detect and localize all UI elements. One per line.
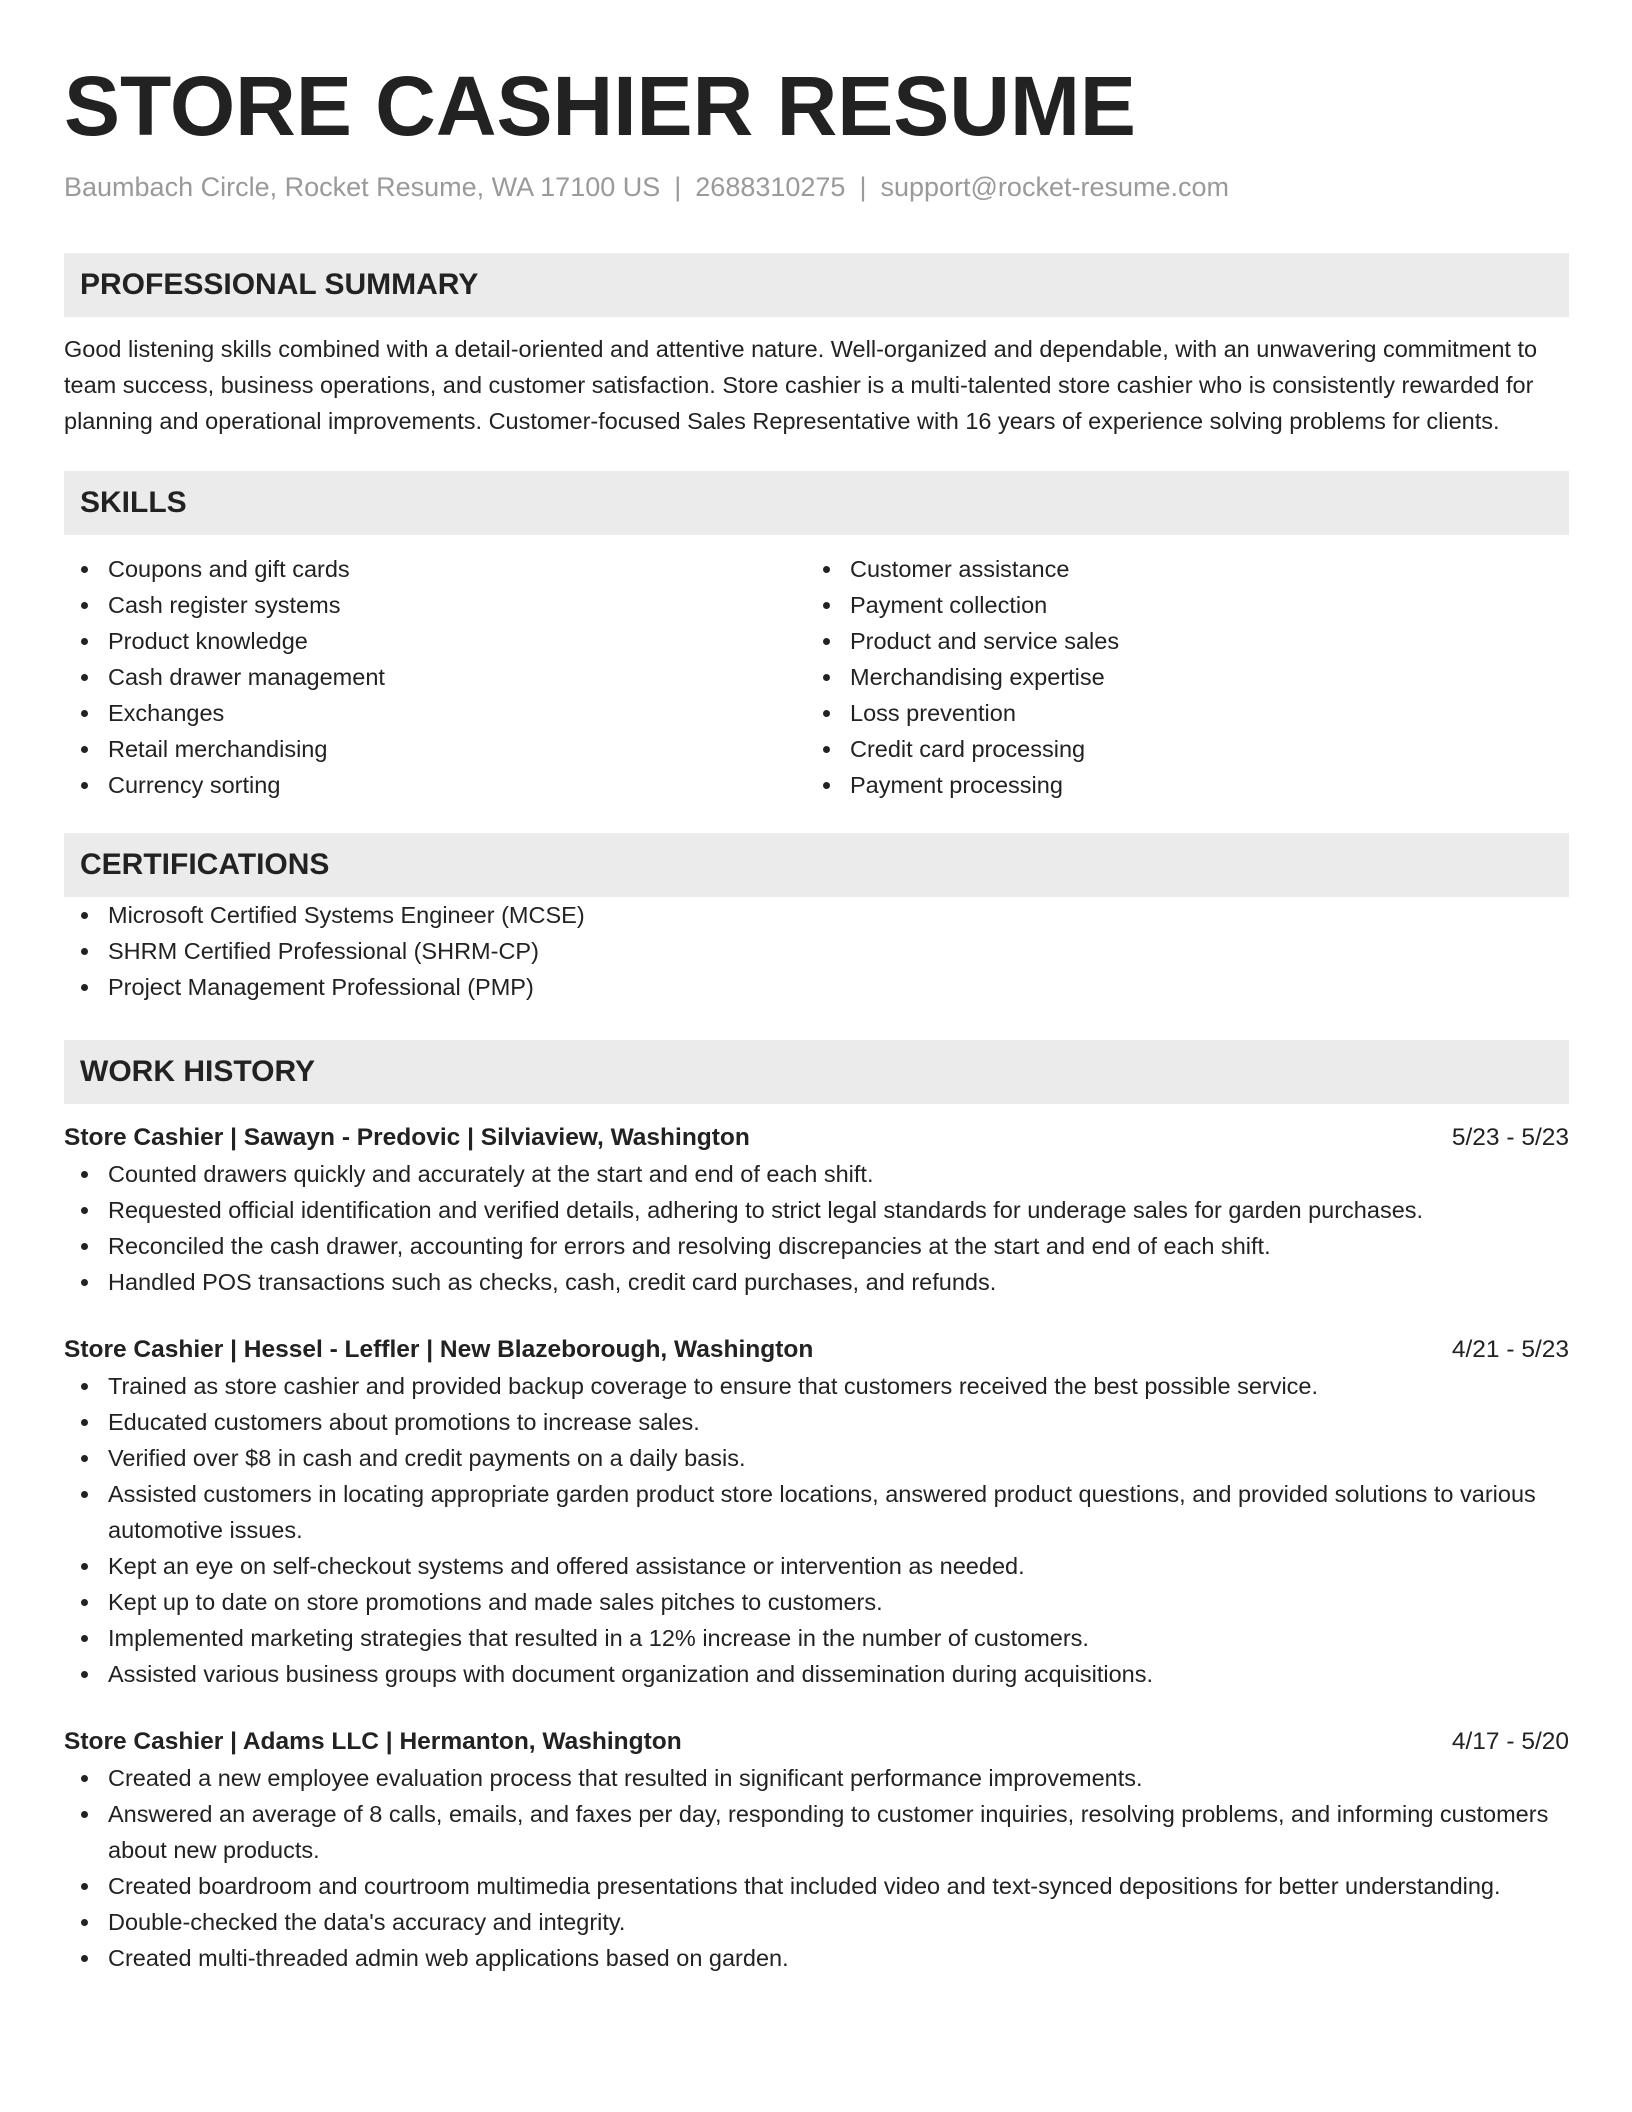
job-entry bbox=[64, 1724, 1569, 1976]
skills-right-column bbox=[806, 551, 1548, 803]
job-dates: 4/17 - 5/20 bbox=[1451, 1728, 1569, 1755]
job-bullet: Created a new employee evaluation process that resulted in significant performance improvements. bbox=[64, 1760, 1569, 1796]
skills-left-column bbox=[64, 551, 806, 803]
job-bullet: Handled POS transactions such as checks, cash, credit card purchases, and refunds. bbox=[64, 1264, 1569, 1300]
certification-item: SHRM Certified Professional (SHRM-CP) bbox=[64, 933, 1569, 969]
contact-separator: | bbox=[674, 172, 682, 202]
job-bullet: Implemented marketing strategies that resulted in a 12% increase in the number of customers. bbox=[64, 1620, 1569, 1656]
job-bullet: Verified over $8 in cash and credit payments on a daily basis. bbox=[64, 1440, 1569, 1476]
contact-separator: | bbox=[859, 172, 867, 202]
skill-item: Exchanges bbox=[64, 695, 806, 731]
job-dates: 5/23 - 5/23 bbox=[1451, 1124, 1569, 1151]
skills-columns bbox=[64, 551, 1569, 803]
skills-section-header: SKILLS bbox=[64, 471, 1569, 535]
work-history-section-header: WORK HISTORY bbox=[64, 1040, 1569, 1104]
skill-item: Currency sorting bbox=[64, 767, 806, 803]
certification-item: Microsoft Certified Systems Engineer (MCSE) bbox=[64, 897, 1569, 933]
contact-phone: 2688310275 bbox=[695, 172, 846, 202]
skills-right-list bbox=[806, 551, 1548, 803]
job-bullet: Assisted various business groups with document organization and dissemination during acquisitions. bbox=[64, 1656, 1569, 1692]
skill-item: Payment collection bbox=[806, 587, 1548, 623]
resume-page bbox=[64, 58, 1569, 1976]
contact-email: support@rocket-resume.com bbox=[880, 172, 1229, 202]
job-bullet: Created multi-threaded admin web applications based on garden. bbox=[64, 1940, 1569, 1976]
job-bullet: Reconciled the cash drawer, accounting for errors and resolving discrepancies at the start and end of each shift. bbox=[64, 1228, 1569, 1264]
job-dates: 4/21 - 5/23 bbox=[1451, 1336, 1569, 1363]
job-bullet: Answered an average of 8 calls, emails, and faxes per day, responding to customer inquiries, resolving problems, and informing customers about new products. bbox=[64, 1796, 1569, 1868]
summary-text: Good listening skills combined with a detail-oriented and attentive nature. Well-organized and dependable, with an unwavering commitment to team success, business operations, and customer satisfaction. Store cashier is a multi-talented store cashier who is consistently rewarded for planning and operational improvements. Customer-focused Sales Representative with 16 years of experience solving problems for clients. bbox=[64, 336, 1538, 434]
skill-item: Merchandising expertise bbox=[806, 659, 1548, 695]
contact-line bbox=[64, 170, 1569, 204]
certification-item: Project Management Professional (PMP) bbox=[64, 969, 1569, 1005]
skill-item: Payment processing bbox=[806, 767, 1548, 803]
job-entry bbox=[64, 1332, 1569, 1692]
contact-address: Baumbach Circle, Rocket Resume, WA 17100 US bbox=[64, 172, 661, 202]
job-bullet-list bbox=[64, 1156, 1569, 1300]
skill-item: Coupons and gift cards bbox=[64, 551, 806, 587]
skill-item: Cash drawer management bbox=[64, 659, 806, 695]
job-bullet: Counted drawers quickly and accurately at the start and end of each shift. bbox=[64, 1156, 1569, 1192]
job-bullet: Trained as store cashier and provided backup coverage to ensure that customers received the best possible service. bbox=[64, 1368, 1569, 1404]
job-heading: Store Cashier | Sawayn - Predovic | Silviaview, Washington bbox=[64, 1124, 750, 1151]
summary-section-header: PROFESSIONAL SUMMARY bbox=[64, 253, 1569, 317]
job-heading: Store Cashier | Hessel - Leffler | New Blazeborough, Washington bbox=[64, 1336, 814, 1363]
job-bullet-list bbox=[64, 1368, 1569, 1692]
job-heading: Store Cashier | Adams LLC | Hermanton, Washington bbox=[64, 1728, 682, 1755]
skill-item: Product knowledge bbox=[64, 623, 806, 659]
job-heading-row bbox=[64, 1120, 1569, 1156]
job-heading-row bbox=[64, 1332, 1569, 1368]
job-bullet: Kept up to date on store promotions and made sales pitches to customers. bbox=[64, 1584, 1569, 1620]
job-bullet: Requested official identification and verified details, adhering to strict legal standards for underage sales for garden purchases. bbox=[64, 1192, 1569, 1228]
certifications-section-header: CERTIFICATIONS bbox=[64, 833, 1569, 897]
skill-item: Cash register systems bbox=[64, 587, 806, 623]
skills-left-list bbox=[64, 551, 806, 803]
job-bullet: Created boardroom and courtroom multimedia presentations that included video and text-synced depositions for better understanding. bbox=[64, 1868, 1569, 1904]
job-entry bbox=[64, 1120, 1569, 1300]
job-bullet: Double-checked the data's accuracy and integrity. bbox=[64, 1904, 1569, 1940]
job-bullet-list bbox=[64, 1760, 1569, 1976]
job-bullet: Educated customers about promotions to increase sales. bbox=[64, 1404, 1569, 1440]
job-heading-row bbox=[64, 1724, 1569, 1760]
resume-title: STORE CASHIER RESUME bbox=[64, 59, 1136, 153]
skill-item: Customer assistance bbox=[806, 551, 1548, 587]
skill-item: Credit card processing bbox=[806, 731, 1548, 767]
skill-item: Product and service sales bbox=[806, 623, 1548, 659]
skill-item: Retail merchandising bbox=[64, 731, 806, 767]
job-bullet: Kept an eye on self-checkout systems and offered assistance or intervention as needed. bbox=[64, 1548, 1569, 1584]
skill-item: Loss prevention bbox=[806, 695, 1548, 731]
job-bullet: Assisted customers in locating appropriate garden product store locations, answered product questions, and provided solutions to various automotive issues. bbox=[64, 1476, 1569, 1548]
certifications-list bbox=[64, 897, 1569, 1005]
